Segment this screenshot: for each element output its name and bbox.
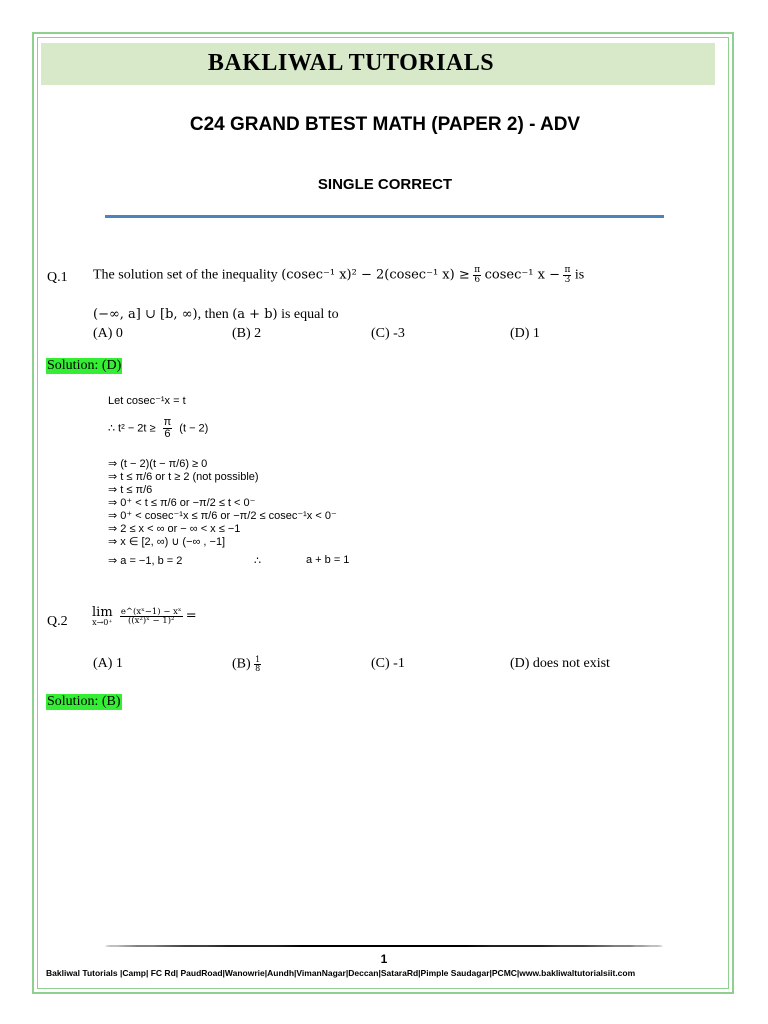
q1-frac2-den: 3	[564, 275, 571, 285]
q1-option-c: (C) -3	[371, 326, 405, 341]
q1-line2	[93, 307, 339, 323]
q2-lim	[92, 606, 113, 627]
working-line-4: ⇒ t ≤ π/6 or t ≥ 2 (not possible)	[108, 471, 259, 483]
q1-frac1-num: π	[474, 265, 481, 275]
working-line-5: ⇒ t ≤ π/6	[108, 484, 153, 496]
working-result: a + b = 1	[306, 554, 350, 566]
working-therefore: ∴	[254, 555, 261, 567]
q1-set: (−∞, a] ∪ [b, ∞)	[93, 307, 198, 322]
section-divider	[105, 215, 664, 218]
q1-frac1-den: 6	[474, 275, 481, 285]
q1-text-end: is equal to	[281, 307, 339, 322]
q1-solution-label: Solution: (D)	[47, 358, 122, 373]
q2-denominator: ((x²)ˣ − 1)²	[128, 616, 175, 626]
working-line-1: Let cosec⁻¹x = t	[108, 395, 186, 407]
working-line-2	[108, 417, 208, 440]
working-line-7: ⇒ 0⁺ < cosec⁻¹x ≤ π/6 or −π/2 ≤ cosec⁻¹x < 0⁻	[108, 510, 337, 522]
q1-expr: (a + b)	[232, 307, 278, 322]
working-line-9: ⇒ x ∈ [2, ∞) ∪ (−∞ , −1]	[108, 536, 226, 548]
working-frac-den: 6	[164, 428, 171, 440]
q1-option-b: (B) 2	[232, 326, 262, 341]
q1-line1	[93, 266, 584, 285]
q2-numerator: e^(xˣ−1) − xˣ	[120, 606, 182, 617]
working-line-2-tail: (t − 2)	[179, 422, 209, 435]
q2-option-b-label: (B)	[232, 656, 251, 672]
footer-divider	[105, 945, 663, 947]
working-frac	[163, 417, 173, 440]
q1-frac-pi-3	[563, 266, 571, 285]
working-line-3: ⇒ (t − 2)(t − π/6) ≥ 0	[108, 458, 208, 470]
q1-option-a: (A) 0	[93, 326, 123, 341]
q2-lim-text: lim	[92, 605, 113, 620]
q2-solution-label: Solution: (B)	[47, 694, 121, 709]
q2-option-d: (D) does not exist	[510, 656, 610, 671]
page-number: 1	[380, 952, 388, 966]
q2-option-b-num: 1	[255, 655, 261, 664]
working-line-10: ⇒ a = −1, b = 2	[108, 555, 183, 567]
q1-solution-working	[108, 392, 408, 588]
q2-option-a: (A) 1	[93, 656, 123, 671]
q2-fraction	[120, 608, 183, 626]
q1-number: Q.1	[47, 270, 68, 285]
q1-option-d: (D) 1	[510, 326, 540, 341]
q2-limit-expression	[92, 606, 197, 627]
working-line-2-text: ∴ t² − 2t ≥	[108, 422, 156, 435]
q2-number: Q.2	[47, 614, 68, 629]
q1-frac-pi-6	[473, 266, 481, 285]
q2-option-b-frac	[254, 656, 261, 673]
q1-frac2-num: π	[564, 265, 571, 275]
working-line-8: ⇒ 2 ≤ x < ∞ or − ∞ < x ≤ −1	[108, 523, 241, 535]
working-line-6: ⇒ 0⁺ < t ≤ π/6 or −π/2 ≤ t < 0⁻	[108, 497, 256, 509]
section-title: SINGLE CORRECT	[317, 176, 453, 193]
footer-branches: Bakliwal Tutorials |Camp| FC Rd| PaudRoad|Wanowrie|Aundh|VimanNagar|Deccan|SataraRd|Pimple Saudagar|PCMC|www.bakliwaltutorialsiit.com	[46, 968, 636, 978]
working-frac-num: π	[163, 416, 172, 428]
q1-text-is: is	[574, 267, 585, 283]
q1-inequality-lhs: (cosec⁻¹ x)² − 2(cosec⁻¹ x) ≥	[281, 267, 470, 283]
q1-then: , then	[197, 307, 229, 322]
institute-title: BAKLIWAL TUTORIALS	[207, 50, 495, 76]
q2-option-b-den: 8	[255, 664, 261, 673]
paper-title: C24 GRAND BTEST MATH (PAPER 2) - ADV	[189, 114, 581, 135]
q1-text-start: The solution set of the inequality	[93, 267, 278, 283]
q2-option-c: (C) -1	[371, 656, 405, 671]
q2-equals: =	[185, 608, 197, 624]
q2-lim-sub: x→0⁺	[92, 618, 113, 627]
header-band	[41, 43, 715, 85]
q1-term-mid: cosec⁻¹ x −	[484, 267, 560, 283]
q2-option-b	[232, 656, 261, 673]
